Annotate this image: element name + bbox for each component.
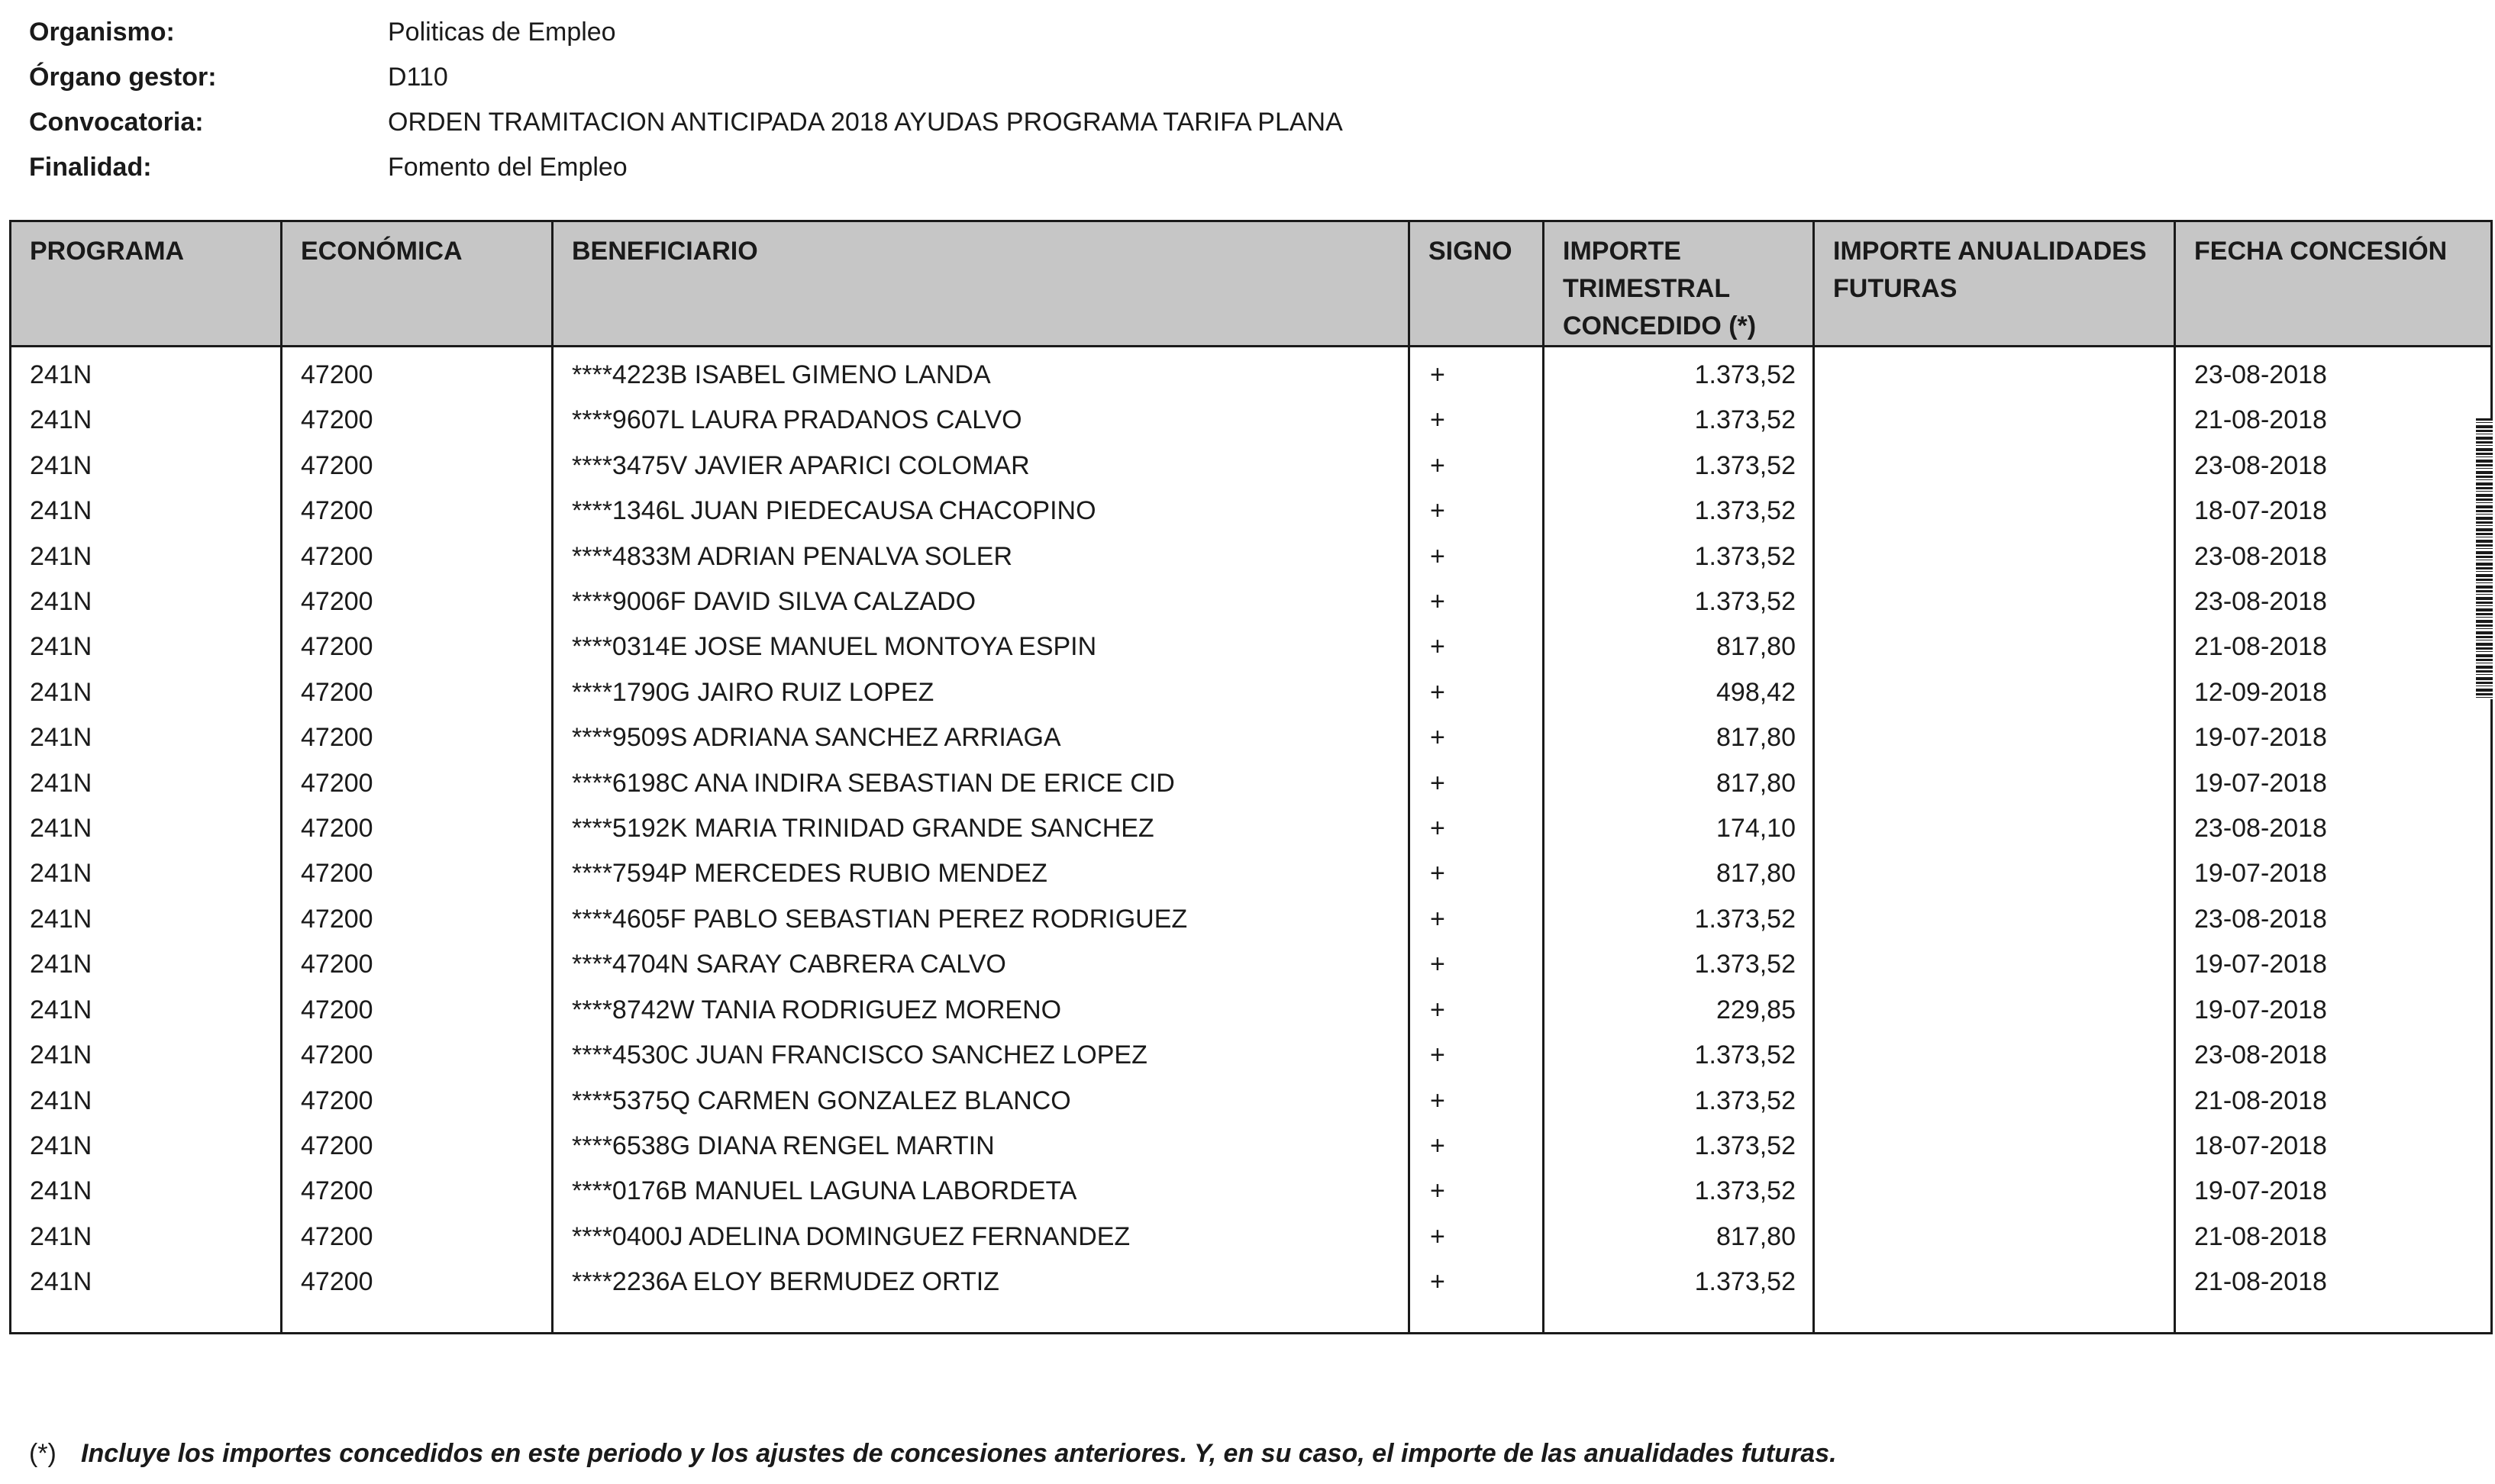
cell-importe-trimestral: 1.373,52: [1544, 1169, 1814, 1214]
cell-signo: +: [1409, 761, 1544, 806]
header-label: Organismo:: [29, 18, 175, 47]
table-row: [11, 988, 2492, 1033]
column-header-importe-trimestral: IMPORTE TRIMESTRAL CONCEDIDO (*): [1544, 221, 1814, 347]
cell-economica: 47200: [282, 1260, 553, 1305]
cell-fecha-concesion: 23-08-2018: [2175, 806, 2492, 851]
cell-economica: 47200: [282, 579, 553, 624]
cell-beneficiario: ****0400J ADELINA DOMINGUEZ FERNANDEZ: [553, 1215, 1409, 1260]
cell-importe-anualidades: [1814, 347, 2175, 398]
barcode-strip: [2476, 418, 2493, 699]
column-header-importe-anualidades: IMPORTE ANUALIDADES FUTURAS: [1814, 221, 2175, 347]
cell-programa: 241N: [11, 988, 282, 1033]
cell-importe-trimestral: 1.373,52: [1544, 579, 1814, 624]
cell-importe-trimestral: 498,42: [1544, 670, 1814, 715]
table-row: [11, 1260, 2492, 1305]
table-filler-row: [11, 1305, 2492, 1334]
cell-beneficiario: ****2236A ELOY BERMUDEZ ORTIZ: [553, 1260, 1409, 1305]
table-row: [11, 1169, 2492, 1214]
cell-signo: +: [1409, 988, 1544, 1033]
cell-programa: 241N: [11, 1124, 282, 1169]
empty-cell: [2175, 1305, 2492, 1334]
cell-signo: +: [1409, 579, 1544, 624]
cell-importe-anualidades: [1814, 1124, 2175, 1169]
cell-economica: 47200: [282, 1169, 553, 1214]
cell-importe-anualidades: [1814, 897, 2175, 942]
cell-beneficiario: ****4704N SARAY CABRERA CALVO: [553, 942, 1409, 987]
cell-importe-trimestral: 817,80: [1544, 1215, 1814, 1260]
header-value: ORDEN TRAMITACION ANTICIPADA 2018 AYUDAS PROGRAMA TARIFA PLANA: [388, 108, 1343, 137]
header-label: Convocatoria:: [29, 108, 204, 137]
cell-programa: 241N: [11, 851, 282, 896]
cell-importe-anualidades: [1814, 851, 2175, 896]
header-value: Fomento del Empleo: [388, 153, 628, 182]
cell-fecha-concesion: 19-07-2018: [2175, 715, 2492, 760]
cell-programa: 241N: [11, 806, 282, 851]
cell-importe-anualidades: [1814, 715, 2175, 760]
cell-signo: +: [1409, 897, 1544, 942]
table-row: [11, 761, 2492, 806]
cell-importe-trimestral: 1.373,52: [1544, 534, 1814, 579]
cell-beneficiario: ****1346L JUAN PIEDECAUSA CHACOPINO: [553, 489, 1409, 534]
cell-economica: 47200: [282, 897, 553, 942]
cell-signo: +: [1409, 1079, 1544, 1124]
cell-fecha-concesion: 19-07-2018: [2175, 988, 2492, 1033]
cell-programa: 241N: [11, 670, 282, 715]
cell-programa: 241N: [11, 444, 282, 489]
cell-programa: 241N: [11, 1169, 282, 1214]
cell-importe-trimestral: 817,80: [1544, 624, 1814, 669]
cell-importe-trimestral: 1.373,52: [1544, 897, 1814, 942]
cell-signo: +: [1409, 347, 1544, 398]
cell-beneficiario: ****8742W TANIA RODRIGUEZ MORENO: [553, 988, 1409, 1033]
cell-signo: +: [1409, 1124, 1544, 1169]
cell-importe-anualidades: [1814, 624, 2175, 669]
cell-programa: 241N: [11, 1215, 282, 1260]
cell-economica: 47200: [282, 1033, 553, 1078]
footnote: [29, 1435, 1837, 1472]
cell-fecha-concesion: 23-08-2018: [2175, 579, 2492, 624]
cell-importe-trimestral: 1.373,52: [1544, 444, 1814, 489]
cell-programa: 241N: [11, 1033, 282, 1078]
cell-signo: +: [1409, 715, 1544, 760]
cell-importe-anualidades: [1814, 444, 2175, 489]
cell-fecha-concesion: 12-09-2018: [2175, 670, 2492, 715]
cell-economica: 47200: [282, 942, 553, 987]
cell-beneficiario: ****9006F DAVID SILVA CALZADO: [553, 579, 1409, 624]
cell-programa: 241N: [11, 715, 282, 760]
cell-beneficiario: ****4605F PABLO SEBASTIAN PEREZ RODRIGUEZ: [553, 897, 1409, 942]
table-row: [11, 1033, 2492, 1078]
cell-economica: 47200: [282, 715, 553, 760]
empty-cell: [11, 1305, 282, 1334]
cell-beneficiario: ****6198C ANA INDIRA SEBASTIAN DE ERICE CID: [553, 761, 1409, 806]
cell-beneficiario: ****0176B MANUEL LAGUNA LABORDETA: [553, 1169, 1409, 1214]
cell-fecha-concesion: 23-08-2018: [2175, 444, 2492, 489]
cell-economica: 47200: [282, 347, 553, 398]
column-header-fecha-concesion: FECHA CONCESIÓN: [2175, 221, 2492, 347]
cell-programa: 241N: [11, 579, 282, 624]
cell-importe-anualidades: [1814, 579, 2175, 624]
cell-importe-trimestral: 1.373,52: [1544, 1124, 1814, 1169]
cell-fecha-concesion: 21-08-2018: [2175, 624, 2492, 669]
cell-programa: 241N: [11, 489, 282, 534]
empty-cell: [553, 1305, 1409, 1334]
table-row: [11, 489, 2492, 534]
cell-programa: 241N: [11, 942, 282, 987]
cell-fecha-concesion: 23-08-2018: [2175, 897, 2492, 942]
footnote-text: Incluye los importes concedidos en este periodo y los ajustes de concesiones anteriores. Y, en su caso, el importe de las anualidades futuras.: [81, 1439, 1837, 1468]
header-label: Finalidad:: [29, 153, 152, 182]
cell-economica: 47200: [282, 988, 553, 1033]
cell-programa: 241N: [11, 347, 282, 398]
cell-signo: +: [1409, 806, 1544, 851]
empty-cell: [1814, 1305, 2175, 1334]
table-row: [11, 1215, 2492, 1260]
column-header-economica: ECONÓMICA: [282, 221, 553, 347]
cell-signo: +: [1409, 624, 1544, 669]
table-row: [11, 1079, 2492, 1124]
cell-fecha-concesion: 21-08-2018: [2175, 1215, 2492, 1260]
cell-beneficiario: ****4530C JUAN FRANCISCO SANCHEZ LOPEZ: [553, 1033, 1409, 1078]
cell-beneficiario: ****4223B ISABEL GIMENO LANDA: [553, 347, 1409, 398]
cell-signo: +: [1409, 398, 1544, 443]
cell-economica: 47200: [282, 444, 553, 489]
cell-beneficiario: ****3475V JAVIER APARICI COLOMAR: [553, 444, 1409, 489]
cell-signo: +: [1409, 1169, 1544, 1214]
table-row: [11, 398, 2492, 443]
cell-economica: 47200: [282, 761, 553, 806]
cell-importe-anualidades: [1814, 806, 2175, 851]
cell-importe-anualidades: [1814, 1169, 2175, 1214]
table-row: [11, 347, 2492, 398]
cell-beneficiario: ****0314E JOSE MANUEL MONTOYA ESPIN: [553, 624, 1409, 669]
cell-economica: 47200: [282, 670, 553, 715]
cell-importe-trimestral: 1.373,52: [1544, 1079, 1814, 1124]
cell-beneficiario: ****9509S ADRIANA SANCHEZ ARRIAGA: [553, 715, 1409, 760]
cell-economica: 47200: [282, 534, 553, 579]
concessions-table: [9, 220, 2493, 1334]
cell-programa: 241N: [11, 398, 282, 443]
cell-fecha-concesion: 19-07-2018: [2175, 851, 2492, 896]
cell-programa: 241N: [11, 761, 282, 806]
cell-economica: 47200: [282, 489, 553, 534]
cell-economica: 47200: [282, 624, 553, 669]
cell-signo: +: [1409, 489, 1544, 534]
cell-importe-anualidades: [1814, 942, 2175, 987]
table-row: [11, 579, 2492, 624]
cell-importe-anualidades: [1814, 489, 2175, 534]
cell-importe-trimestral: 1.373,52: [1544, 347, 1814, 398]
cell-economica: 47200: [282, 1215, 553, 1260]
cell-signo: +: [1409, 851, 1544, 896]
cell-importe-trimestral: 1.373,52: [1544, 1033, 1814, 1078]
cell-importe-anualidades: [1814, 988, 2175, 1033]
cell-economica: 47200: [282, 851, 553, 896]
cell-importe-anualidades: [1814, 534, 2175, 579]
cell-programa: 241N: [11, 534, 282, 579]
cell-beneficiario: ****9607L LAURA PRADANOS CALVO: [553, 398, 1409, 443]
cell-signo: +: [1409, 534, 1544, 579]
cell-beneficiario: ****5375Q CARMEN GONZALEZ BLANCO: [553, 1079, 1409, 1124]
cell-importe-trimestral: 1.373,52: [1544, 398, 1814, 443]
cell-economica: 47200: [282, 806, 553, 851]
footnote-mark: (*): [29, 1439, 56, 1468]
cell-signo: +: [1409, 1033, 1544, 1078]
table-row: [11, 806, 2492, 851]
cell-importe-trimestral: 1.373,52: [1544, 1260, 1814, 1305]
cell-importe-anualidades: [1814, 1215, 2175, 1260]
cell-importe-anualidades: [1814, 1033, 2175, 1078]
cell-fecha-concesion: 19-07-2018: [2175, 942, 2492, 987]
cell-programa: 241N: [11, 897, 282, 942]
cell-importe-anualidades: [1814, 761, 2175, 806]
cell-importe-trimestral: 1.373,52: [1544, 942, 1814, 987]
cell-importe-trimestral: 174,10: [1544, 806, 1814, 851]
cell-importe-trimestral: 229,85: [1544, 988, 1814, 1033]
cell-economica: 47200: [282, 1079, 553, 1124]
table-row: [11, 624, 2492, 669]
column-header-programa: PROGRAMA: [11, 221, 282, 347]
header-label: Órgano gestor:: [29, 63, 217, 92]
cell-economica: 47200: [282, 1124, 553, 1169]
cell-fecha-concesion: 23-08-2018: [2175, 347, 2492, 398]
cell-fecha-concesion: 19-07-2018: [2175, 761, 2492, 806]
header-value: D110: [388, 63, 448, 92]
cell-signo: +: [1409, 1215, 1544, 1260]
cell-programa: 241N: [11, 1079, 282, 1124]
cell-importe-trimestral: 817,80: [1544, 761, 1814, 806]
table-row: [11, 670, 2492, 715]
cell-beneficiario: ****6538G DIANA RENGEL MARTIN: [553, 1124, 1409, 1169]
cell-fecha-concesion: 19-07-2018: [2175, 1169, 2492, 1214]
header-value: Politicas de Empleo: [388, 18, 616, 47]
table-row: [11, 444, 2492, 489]
cell-importe-trimestral: 817,80: [1544, 851, 1814, 896]
cell-programa: 241N: [11, 1260, 282, 1305]
cell-importe-anualidades: [1814, 670, 2175, 715]
cell-importe-anualidades: [1814, 1260, 2175, 1305]
column-header-beneficiario: BENEFICIARIO: [553, 221, 1409, 347]
cell-importe-trimestral: 817,80: [1544, 715, 1814, 760]
cell-signo: +: [1409, 444, 1544, 489]
table-row: [11, 534, 2492, 579]
cell-importe-anualidades: [1814, 398, 2175, 443]
cell-importe-anualidades: [1814, 1079, 2175, 1124]
cell-beneficiario: ****7594P MERCEDES RUBIO MENDEZ: [553, 851, 1409, 896]
cell-beneficiario: ****1790G JAIRO RUIZ LOPEZ: [553, 670, 1409, 715]
cell-fecha-concesion: 18-07-2018: [2175, 1124, 2492, 1169]
table-row: [11, 1124, 2492, 1169]
cell-fecha-concesion: 21-08-2018: [2175, 398, 2492, 443]
table-row: [11, 851, 2492, 896]
cell-fecha-concesion: 21-08-2018: [2175, 1079, 2492, 1124]
cell-economica: 47200: [282, 398, 553, 443]
cell-fecha-concesion: 23-08-2018: [2175, 534, 2492, 579]
empty-cell: [1544, 1305, 1814, 1334]
cell-beneficiario: ****5192K MARIA TRINIDAD GRANDE SANCHEZ: [553, 806, 1409, 851]
cell-importe-trimestral: 1.373,52: [1544, 489, 1814, 534]
cell-signo: +: [1409, 670, 1544, 715]
cell-beneficiario: ****4833M ADRIAN PENALVA SOLER: [553, 534, 1409, 579]
table-header-row: [11, 221, 2492, 347]
table-row: [11, 897, 2492, 942]
table-row: [11, 715, 2492, 760]
cell-signo: +: [1409, 1260, 1544, 1305]
empty-cell: [282, 1305, 553, 1334]
table-row: [11, 942, 2492, 987]
cell-fecha-concesion: 18-07-2018: [2175, 489, 2492, 534]
column-header-signo: SIGNO: [1409, 221, 1544, 347]
cell-fecha-concesion: 23-08-2018: [2175, 1033, 2492, 1078]
cell-signo: +: [1409, 942, 1544, 987]
empty-cell: [1409, 1305, 1544, 1334]
cell-fecha-concesion: 21-08-2018: [2175, 1260, 2492, 1305]
cell-programa: 241N: [11, 624, 282, 669]
